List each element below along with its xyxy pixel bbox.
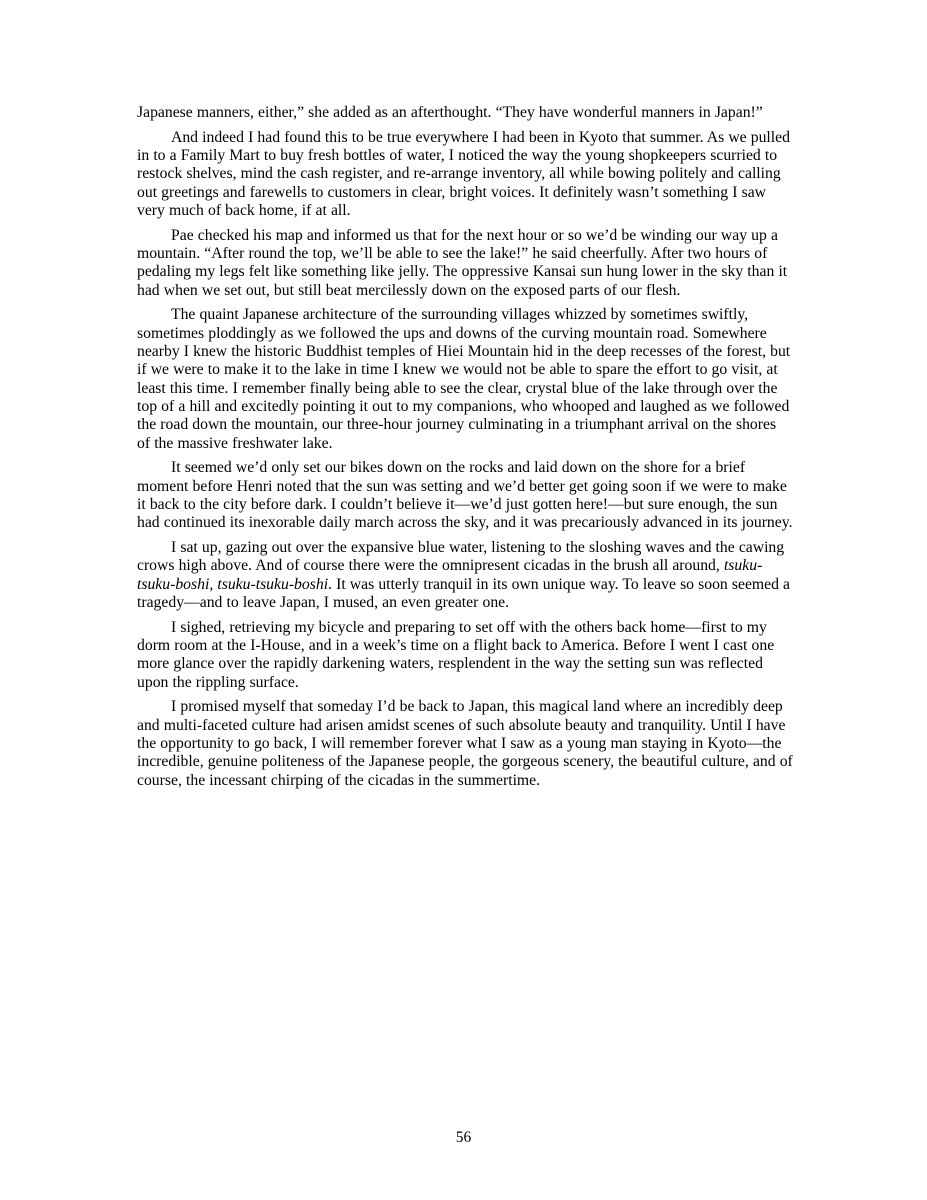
paragraph [137, 539, 793, 612]
paragraph [137, 459, 793, 532]
text-run: I promised myself that someday I’d be back to Japan, this magical land where an incredibly deep and multi-faceted culture had arisen amidst scenes of such absolute beauty and tranquility. Until I have the opportunity to go back, I will remember forever what I saw as a young man staying in Kyoto—the incredible, genuine politeness of the Japanese people, the gorgeous scenery, the beautiful culture, and of course, the incessant chirping of the cicadas in the summertime. [137, 698, 793, 789]
text-run: It seemed we’d only set our bikes down on the rocks and laid down on the shore for a brief moment before Henri noted that the sun was setting and we’d better get going soon if we were to make it back to the city before dark. I couldn’t believe it—we’d just gotten here!—but sure enough, the sun had continued its inexorable daily march across the sky, and it was precariously advanced in its journey. [137, 459, 793, 532]
paragraph [137, 619, 793, 692]
text-run: The quaint Japanese architecture of the surrounding villages whizzed by sometimes swiftly, sometimes ploddingly as we followed the ups and downs of the curving mountain road. Somewhere nearby I knew the historic Buddhist temples of Hiei Mountain hid in the deep recesses of the forest, but if we were to make it to the lake in time I knew we would not be able to spare the effort to go visit, at least this time. I remember finally being able to see the clear, crystal blue of the lake through over the top of a hill and excitedly pointing it out to my companions, who whooped and laughed as we followed the road down the mountain, our three-hour journey culminating in a triumphant arrival on the shores of the massive freshwater lake. [137, 306, 791, 452]
paragraph [137, 129, 793, 220]
paragraph [137, 306, 793, 452]
text-run: . It was utterly tranquil in its own unique way. To leave so soon seemed a tragedy—and to leave Japan, I mused, an even greater one. [137, 575, 791, 611]
text-run: I sighed, retrieving my bicycle and preparing to set off with the others back home—first to my dorm room at the I-House, and in a week’s time on a flight back to America. Before I went I cast one more glance over the rapidly darkening waters, resplendent in the way the setting sun was reflected upon the rippling surface. [137, 618, 775, 691]
text-run: And indeed I had found this to be true everywhere I had been in Kyoto that summer. As we pulled in to a Family Mart to buy fresh bottles of water, I noticed the way the young shopkeepers scurried to restock shelves, mind the cash register, and re-arrange inventory, all while bowing politely and calling out greetings and farewells to customers in clear, bright voices. It definitely wasn’t something I saw very much of back home, if at all. [137, 128, 790, 219]
page-number: 56 [455, 1129, 472, 1146]
text-run: I sat up, gazing out over the expansive blue water, listening to the sloshing waves and the cawing crows high above. And of course there were the omnipresent cicadas in the brush all around, [137, 539, 785, 575]
body-text [137, 104, 793, 796]
text-run: Pae checked his map and informed us that for the next hour or so we’d be winding our way up a mountain. “After round the top, we’ll be able to see the lake!” he said cheerfully. After two hours of pedaling my legs felt like something like jelly. The oppressive Kansai sun hung lower in the sky than it had when we set out, but still beat mercilessly down on the exposed parts of our flesh. [137, 226, 788, 299]
paragraph [137, 698, 793, 789]
text-run: Japanese manners, either,” she added as an afterthought. “They have wonderful manners in Japan!” [137, 104, 763, 121]
paragraph [137, 104, 793, 122]
paragraph [137, 227, 793, 300]
italic-text-run: tsuku-tsuku-boshi, tsuku-tsuku-boshi [137, 557, 763, 593]
